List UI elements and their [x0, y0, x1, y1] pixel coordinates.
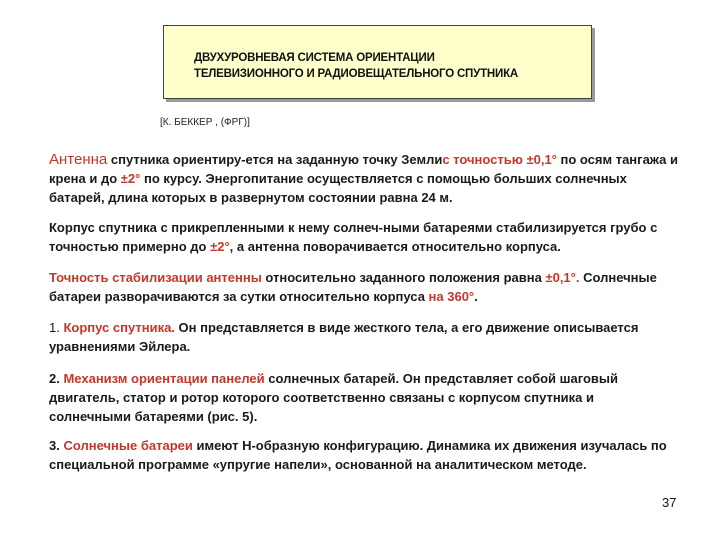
highlight-stabilization-accuracy: Точность стабилизации антенны — [49, 270, 262, 285]
list-number: 3. — [49, 438, 64, 453]
title-line-2: ТЕЛЕВИЗИОННОГО И РАДИОВЕЩАТЕЛЬНОГО СПУТНИКА — [194, 68, 518, 80]
list-number: 2. — [49, 371, 64, 386]
paragraph-antenna — [49, 150, 679, 207]
list-item-1 — [49, 318, 679, 356]
highlight-accuracy-value: ±0,1°. — [545, 270, 580, 285]
list-item-3 — [49, 436, 679, 474]
title-line-1: ДВУХУРОВНЕВАЯ СИСТЕМА ОРИЕНТАЦИИ — [194, 52, 435, 64]
title-box — [163, 25, 592, 99]
text-segment: . — [474, 289, 478, 304]
author-credit: [К. БЕККЕР , (ФРГ)] — [160, 117, 250, 128]
paragraph-body-stabilization — [49, 218, 679, 256]
highlight-rough-accuracy: ±2° — [210, 239, 230, 254]
highlight-accuracy: с точностью ±0,1° — [442, 152, 557, 167]
highlight-solar-panels: Солнечные батареи — [63, 438, 193, 453]
text-segment: относительно заданного положения равна — [261, 270, 546, 285]
list-number: 1. — [49, 320, 64, 335]
highlight-antenna: Антенна — [49, 151, 108, 168]
text-segment: солнечных батарей. Он представляет собой шаговый двигатель, статор и ротор которого соответственно связаны с корпусом спутника и солнечными батареями (рис. 5). — [49, 371, 618, 424]
text-segment: , а антенна поворачивается относительно корпуса. — [229, 239, 561, 254]
text-segment: спутника ориентиру-ется на заданную точку Земли — [107, 152, 443, 167]
highlight-body: Корпус спутника. — [63, 320, 175, 335]
text-segment: Корпус спутника с прикрепленными к нему солнеч-ными батареями стабилизируется грубо с точностью примерно до — [49, 220, 658, 254]
paragraph-antenna-accuracy — [49, 268, 679, 306]
list-item-2 — [49, 369, 679, 426]
highlight-course-accuracy: ±2° — [120, 171, 141, 186]
text-segment: по осям тангажа и крена и до — [49, 152, 679, 186]
highlight-rotation: на 360° — [428, 289, 475, 304]
text-segment: Он представляется в виде жесткого тела, а его движение описывается уравнениями Эйлера. — [49, 320, 639, 354]
text-segment: Солнечные батареи разворачиваются за сутки относительно корпуса — [49, 270, 657, 304]
text-segment: имеют Н-образную конфигурацию. Динамика их движения изучалась по специальной программе «упругие напели», основанной на аналитическом методе. — [49, 438, 667, 472]
text-segment: по курсу. Энергопитание осуществляется с помощью больших солнечных батарей, длина которых в развернутом состоянии равна 24 м. — [49, 171, 627, 205]
highlight-panel-mechanism: Механизм ориентации панелей — [63, 371, 265, 386]
page-number: 37 — [662, 495, 677, 510]
